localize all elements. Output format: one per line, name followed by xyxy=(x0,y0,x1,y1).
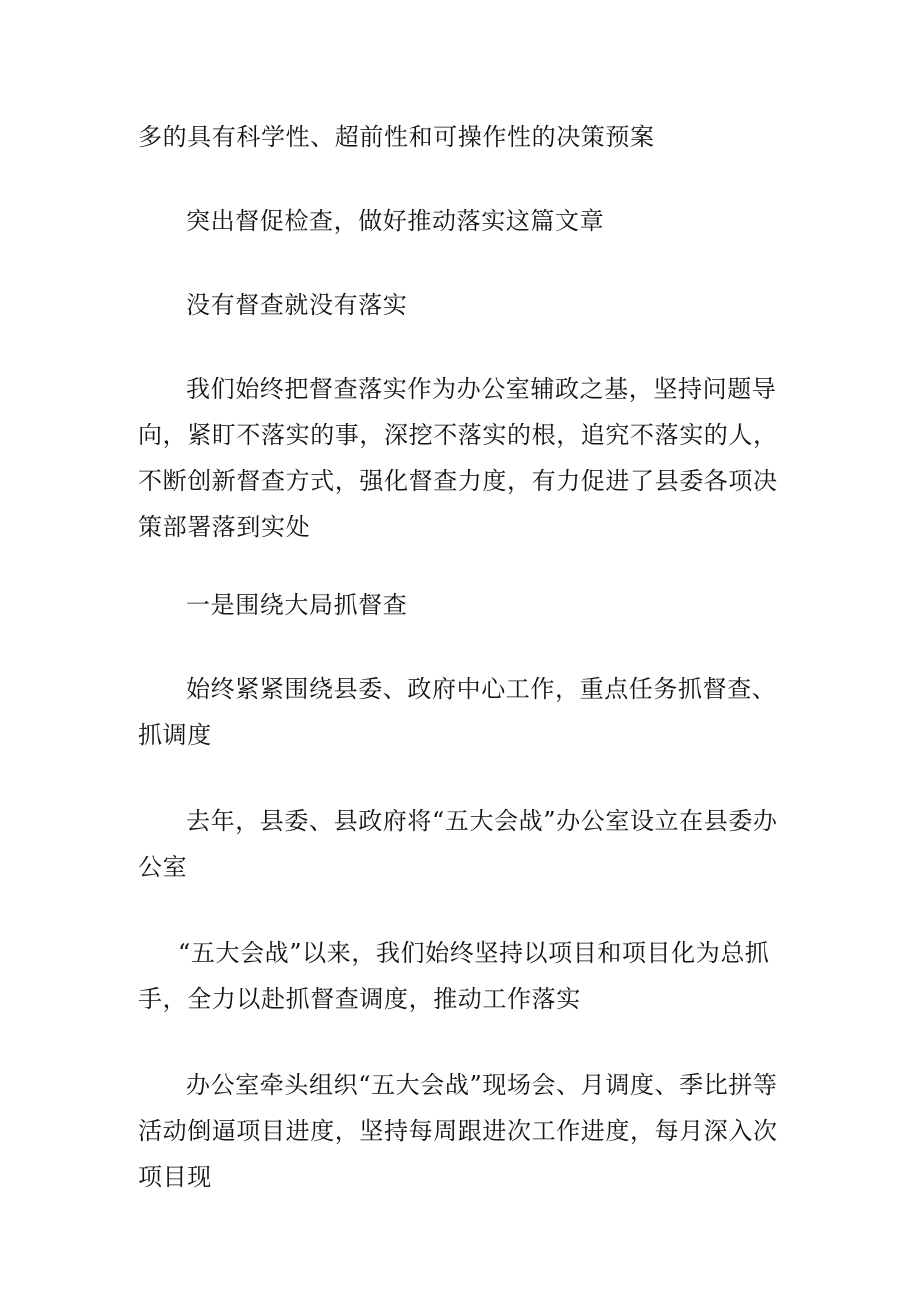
section-heading: 突出督促检查，做好推动落实这篇文章 xyxy=(186,207,605,235)
paragraph-body: “五大会战”以来，我们始终坚持以项目和项目化为总抓手，全力以赴抓督查调度，推动工作落实 xyxy=(138,939,770,1013)
paragraph-body: 去年，县委、县政府将“五大会战”办公室设立在县委办公室 xyxy=(138,807,778,881)
subsection-heading: 一是围绕大局抓督查 xyxy=(186,591,408,619)
paragraph-body: 我们始终把督查落实作为办公室辅政之基，坚持问题导向，紧盯不落实的事，深挖不落实的根，追究不落实的人，不断创新督查方式，强化督查力度，有力促进了县委各项决策部署落到实处 xyxy=(138,375,778,541)
paragraph-lead: 没有督查就没有落实 xyxy=(186,291,408,319)
paragraph-body: 始终紧紧围绕县委、政府中心工作，重点任务抓督查、抓调度 xyxy=(138,675,777,749)
paragraph-body: 办公室牵头组织“五大会战”现场会、月调度、季比拼等活动倒逼项目进度，坚持每周跟进次工作进度，每月深入次项目现 xyxy=(138,1071,778,1191)
paragraph-continuation: 多的具有科学性、超前性和可操作性的决策预案 xyxy=(138,123,655,151)
